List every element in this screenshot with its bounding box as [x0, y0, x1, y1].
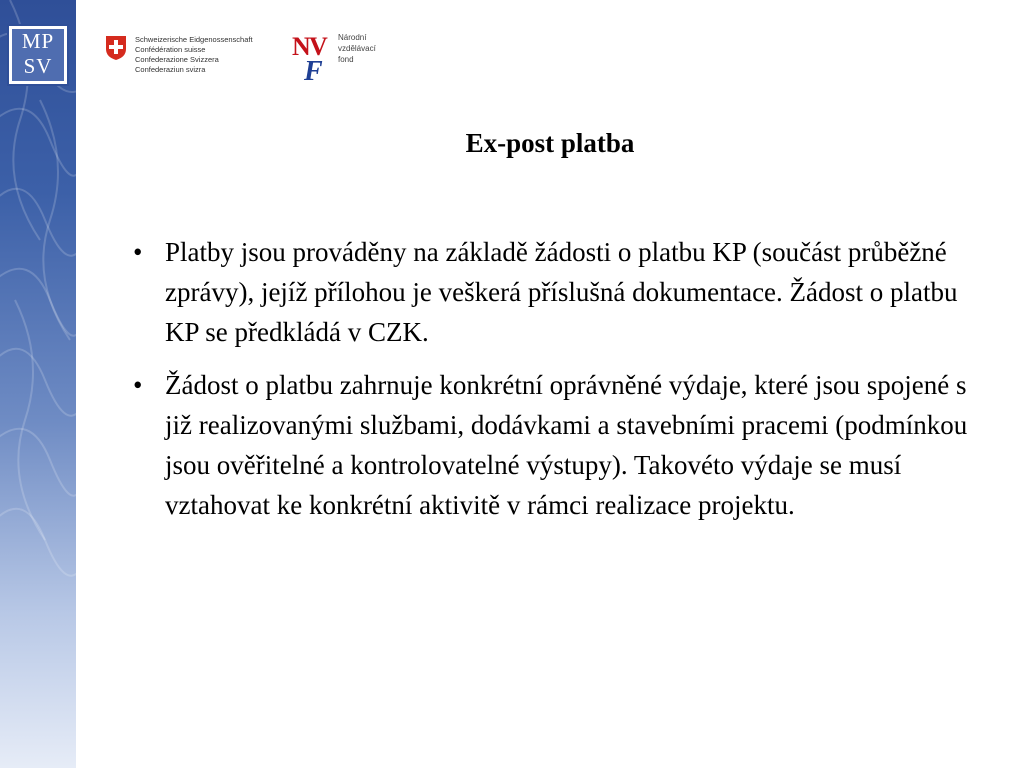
bullet-item — [133, 365, 968, 525]
nvf-logo-line: fond — [338, 55, 354, 64]
nvf-letter-v: V — [309, 32, 328, 61]
mpsv-logo — [7, 24, 69, 86]
swiss-logo-line: Confederaziun svizra — [135, 65, 206, 74]
bullet-icon: • — [133, 370, 143, 400]
mpsv-logo-line2: SV — [23, 54, 53, 78]
nvf-logo-text — [338, 32, 376, 65]
nvf-logo-line: Národní — [338, 33, 367, 42]
swiss-logo-line: Confédération suisse — [135, 45, 206, 54]
nvf-letter-n: N — [292, 32, 311, 61]
bullet-text: Žádost o platbu zahrnuje konkrétní oprávněné výdaje, které jsou spojené s již realizovanými službami, dodávkami a stavebními pracemi (podmínkou jsou ověřitelné a kontrolovatelné výstupy). Takovéto výdaje se musí vztahovat ke konkrétní aktivitě v rámci realizace projektu. — [165, 370, 968, 520]
slide-content — [133, 232, 968, 538]
sidebar-pattern — [0, 0, 76, 768]
swiss-logo-text — [135, 35, 253, 75]
nvf-logo-mark — [292, 32, 338, 88]
swiss-logo-line: Schweizerische Eidgenossenschaft — [135, 35, 253, 44]
bullet-icon: • — [133, 237, 143, 267]
slide-title: Ex-post platba — [465, 128, 635, 158]
decorative-sidebar — [0, 0, 76, 768]
nvf-letter-f: F — [304, 56, 323, 87]
swiss-cross-icon — [105, 35, 127, 61]
nvf-logo-line: vzdělávací — [338, 44, 376, 53]
bullet-text: Platby jsou prováděny na základě žádosti o platbu KP (součást průběžné zprávy), jejíž přílohou je veškerá příslušná dokumentace. Žádost o platbu KP se předkládá v CZK. — [165, 237, 958, 347]
mpsv-logo-line1: MP — [21, 29, 55, 53]
bullet-item — [133, 232, 968, 352]
swiss-logo-line: Confederazione Svizzera — [135, 55, 219, 64]
